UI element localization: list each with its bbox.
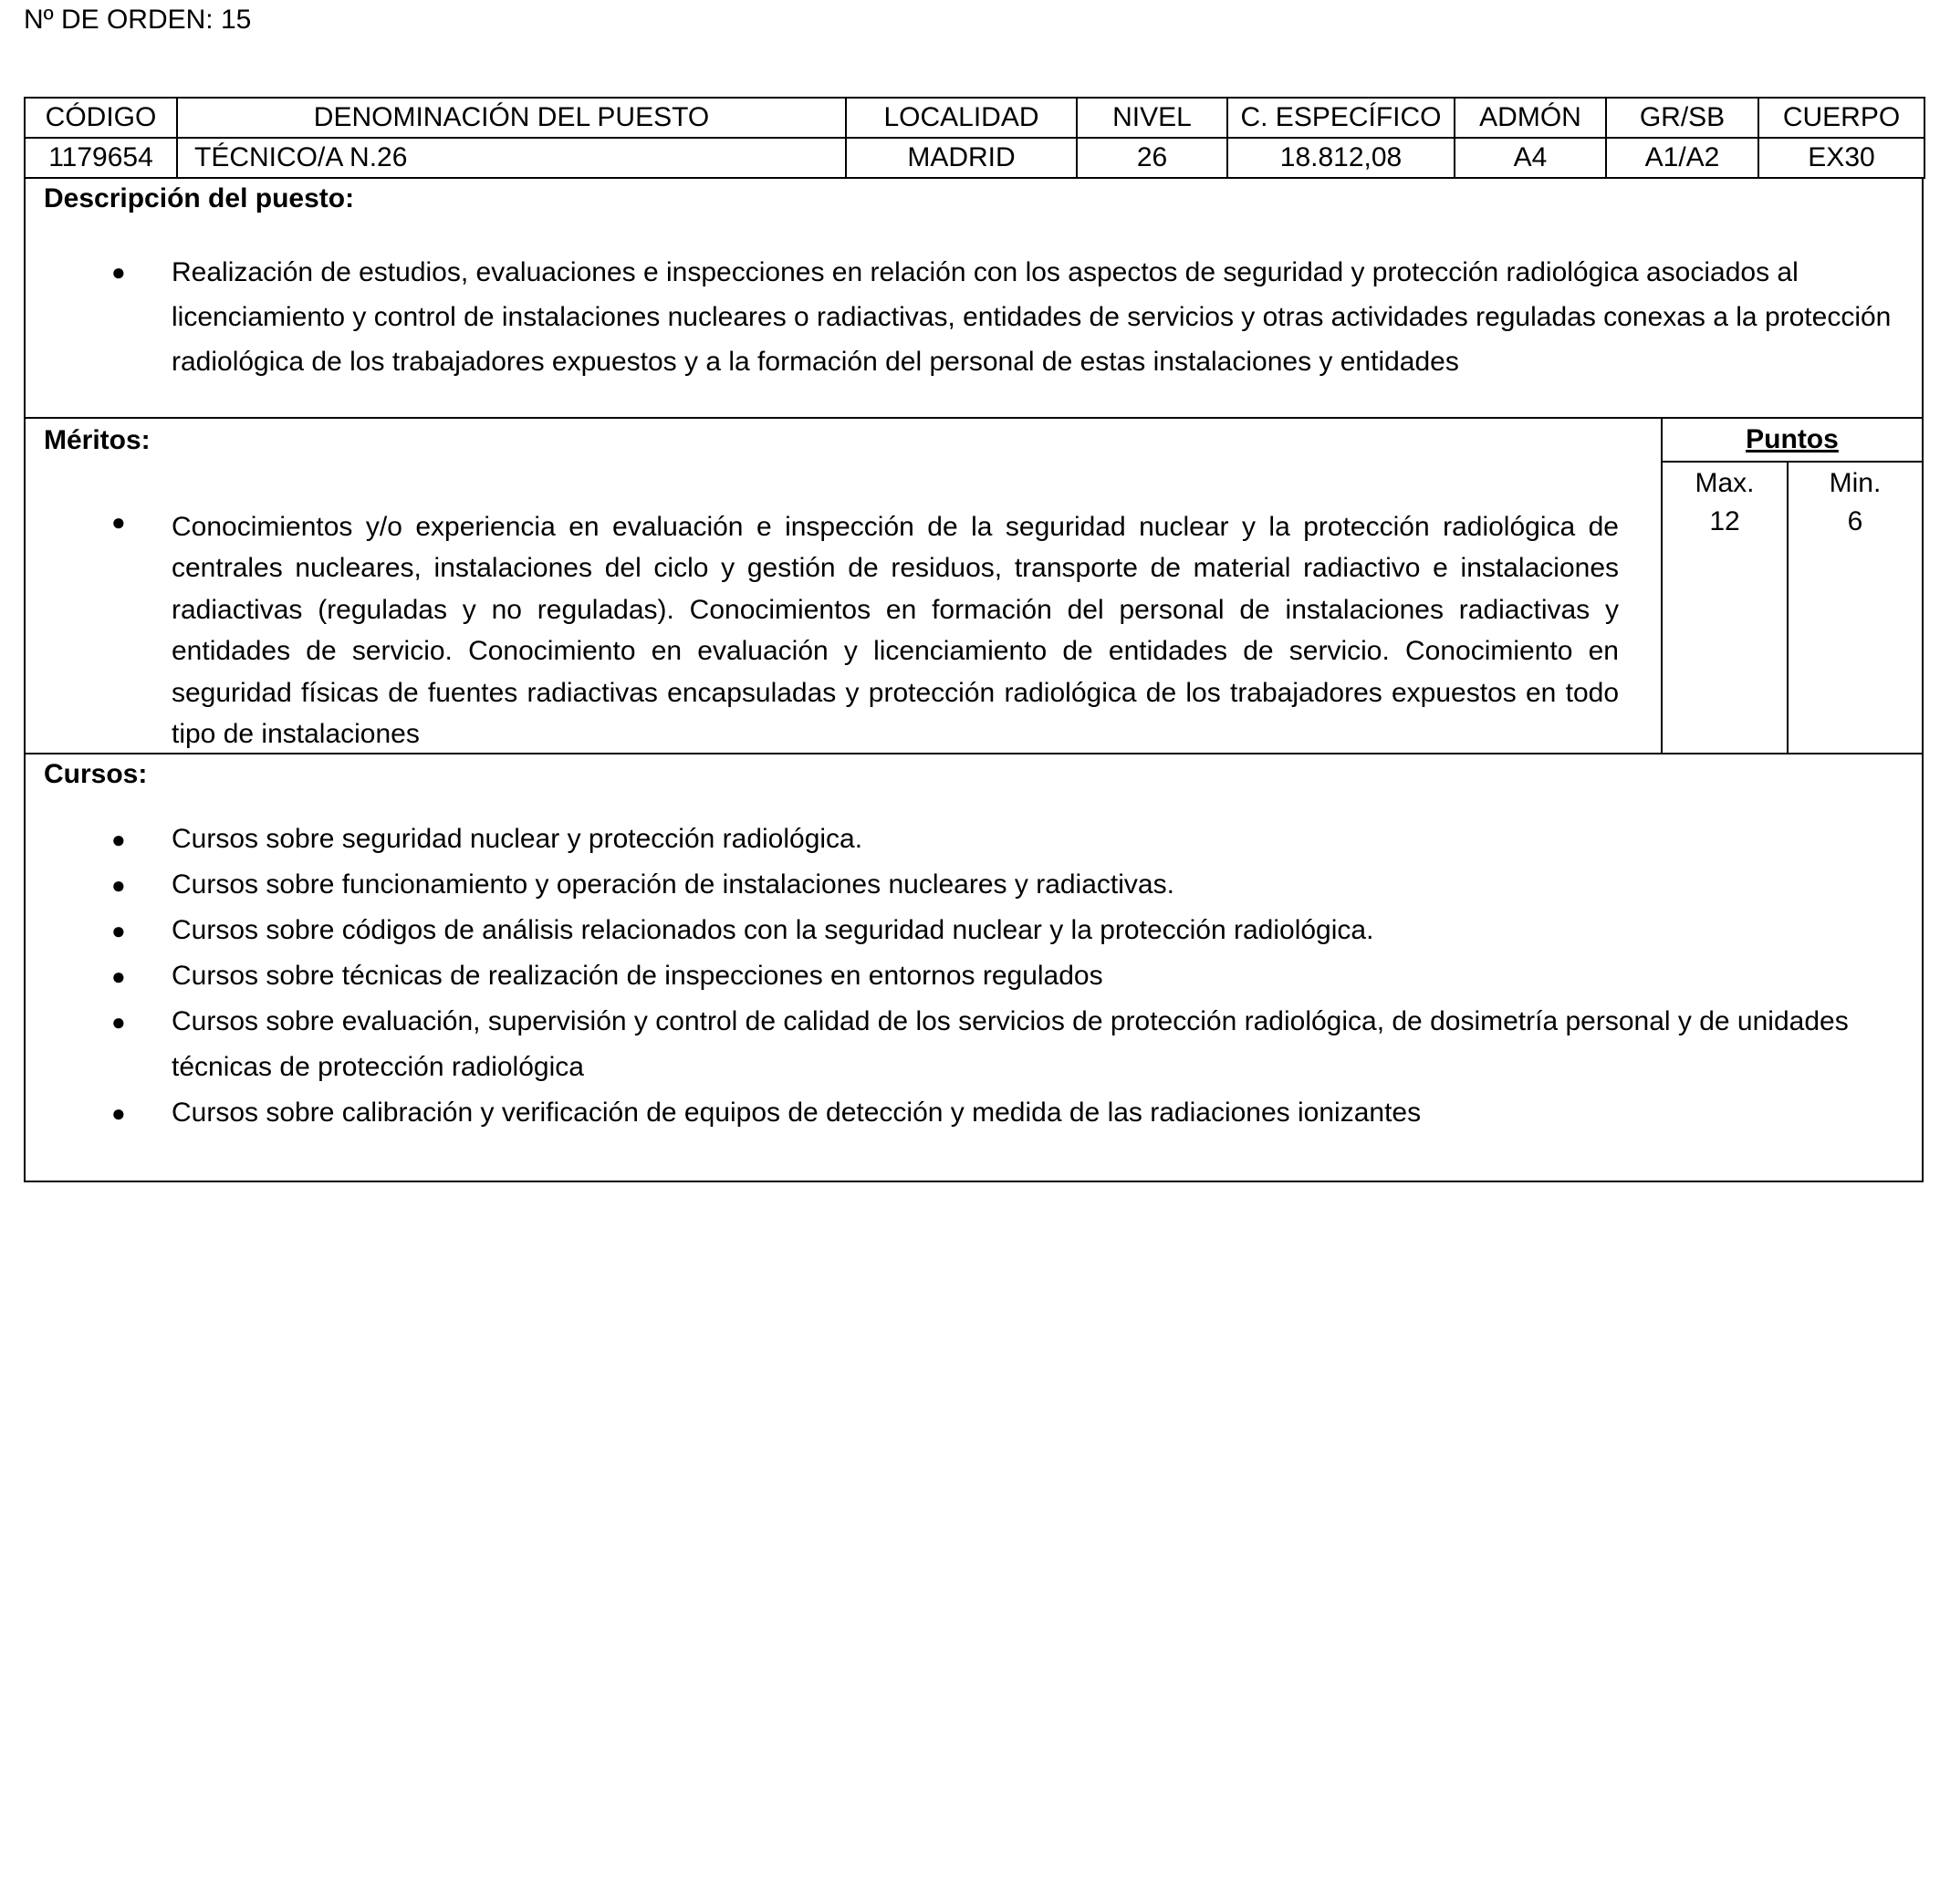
course-text: Cursos sobre evaluación, supervisión y control de calidad de los servicios de protección radiológica, de dosimetría personal y de unidades técnicas de protección radiológica bbox=[172, 1006, 1849, 1082]
cell-code: 1179654 bbox=[25, 138, 177, 178]
list-item bbox=[26, 862, 1922, 908]
course-text: Cursos sobre seguridad nuclear y protección radiológica. bbox=[172, 824, 863, 854]
column-header-position: DENOMINACIÓN DEL PUESTO bbox=[177, 98, 846, 138]
course-text: Cursos sobre calibración y verificación de equipos de detección y medida de las radiaciones ionizantes bbox=[172, 1098, 1422, 1128]
cell-level: 26 bbox=[1077, 138, 1227, 178]
cell-group: A1/A2 bbox=[1606, 138, 1758, 178]
bullet-icon: ● bbox=[111, 962, 126, 990]
points-min bbox=[1789, 463, 1922, 753]
description-text: Realización de estudios, evaluaciones e inspecciones en relación con los aspectos de seguridad y protección radiológica asociados al licenciamiento y control de instalaciones nucleares o radiactivas, entidades de servicios y otras actividades reguladas conexas a la protección radiológica de los trabajadores expuestos y a la formación del personal de estas instalaciones y entidades bbox=[172, 257, 1892, 377]
header-row bbox=[25, 98, 1924, 138]
points-min-value: 6 bbox=[1847, 506, 1863, 536]
course-text: Cursos sobre técnicas de realización de inspecciones en entornos regulados bbox=[172, 961, 1103, 991]
list-item bbox=[26, 1090, 1922, 1136]
course-text: Cursos sobre códigos de análisis relacionados con la seguridad nuclear y la protección radiológica. bbox=[172, 915, 1374, 945]
course-text: Cursos sobre funcionamiento y operación de instalaciones nucleares y radiactivas. bbox=[172, 869, 1174, 900]
bullet-icon: ● bbox=[111, 1099, 126, 1127]
cell-corps: EX30 bbox=[1758, 138, 1924, 178]
cell-position: TÉCNICO/A N.26 bbox=[177, 138, 846, 178]
description-section bbox=[24, 179, 1924, 419]
courses-list bbox=[26, 817, 1922, 1136]
data-row bbox=[25, 138, 1924, 178]
points-max-label: Max. bbox=[1695, 468, 1755, 498]
points-max-value: 12 bbox=[1709, 506, 1740, 536]
column-header-code: CÓDIGO bbox=[25, 98, 177, 138]
list-item bbox=[26, 908, 1922, 953]
points-box bbox=[1661, 419, 1922, 753]
courses-section bbox=[24, 754, 1924, 1182]
order-number: Nº DE ORDEN: 15 bbox=[24, 5, 252, 35]
points-max bbox=[1663, 463, 1789, 753]
bullet-icon: ● bbox=[111, 826, 126, 853]
description-list bbox=[26, 250, 1922, 384]
merits-title: Méritos: bbox=[44, 425, 151, 455]
courses-title: Cursos: bbox=[44, 759, 148, 789]
bullet-icon: ● bbox=[111, 871, 126, 899]
column-header-admin: ADMÓN bbox=[1455, 98, 1606, 138]
merits-text: Conocimientos y/o experiencia en evaluación e inspección de la seguridad nuclear y la protección radiológica de centrales nucleares, instalaciones del ciclo y gestión de residuos, transporte de material radiactivo e instalaciones radiactivas (reguladas y no reguladas). Conocimientos en formación del personal de instalaciones radiactivas y entidades de servicio. Conocimiento en evaluación y licenciamiento de entidades de servicio. Conocimiento en seguridad físicas de fuentes radiactivas encapsuladas y protección radiológica de los trabajadores expuestos en todo tipo de instalaciones bbox=[172, 512, 1619, 750]
cell-location: MADRID bbox=[846, 138, 1077, 178]
job-header-table bbox=[24, 97, 1925, 179]
merits-section bbox=[24, 419, 1924, 754]
column-header-group: GR/SB bbox=[1606, 98, 1758, 138]
column-header-specific: C. ESPECÍFICO bbox=[1227, 98, 1455, 138]
job-sheet bbox=[24, 97, 1924, 1182]
column-header-location: LOCALIDAD bbox=[846, 98, 1077, 138]
list-item bbox=[26, 817, 1922, 862]
column-header-level: NIVEL bbox=[1077, 98, 1227, 138]
description-title: Descripción del puesto: bbox=[44, 183, 355, 213]
points-columns bbox=[1663, 463, 1922, 753]
bullet-icon: ● bbox=[111, 508, 126, 536]
points-title: Puntos bbox=[1663, 419, 1922, 463]
list-item bbox=[26, 953, 1922, 999]
bullet-icon: ● bbox=[111, 917, 126, 944]
bullet-icon: ● bbox=[111, 258, 126, 286]
merits-content bbox=[26, 419, 1661, 753]
points-min-label: Min. bbox=[1829, 468, 1882, 498]
list-item bbox=[26, 250, 1922, 384]
bullet-icon: ● bbox=[111, 1008, 126, 1035]
list-item bbox=[26, 999, 1922, 1090]
cell-admin: A4 bbox=[1455, 138, 1606, 178]
cell-specific: 18.812,08 bbox=[1227, 138, 1455, 178]
column-header-corps: CUERPO bbox=[1758, 98, 1924, 138]
